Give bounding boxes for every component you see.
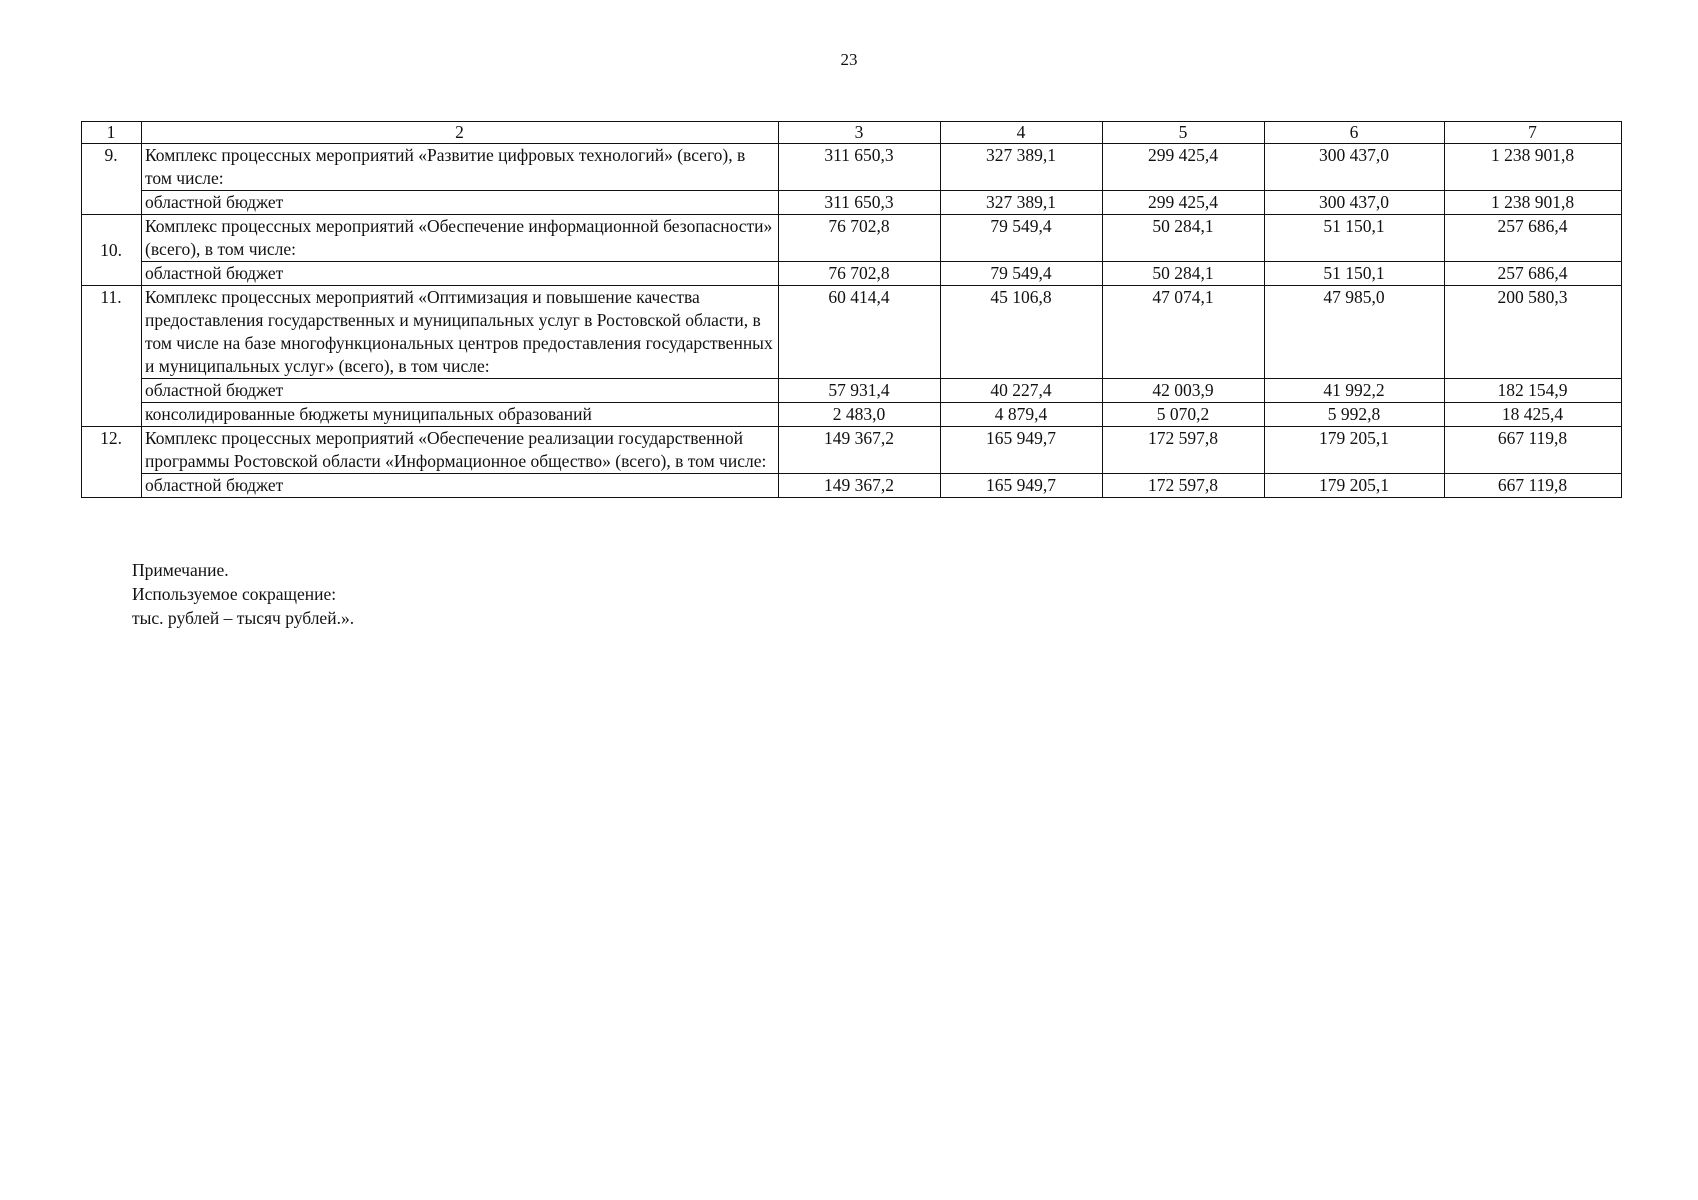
value-cell: 1 238 901,8	[1445, 191, 1622, 215]
budget-table	[81, 121, 1622, 498]
row-label: Комплекс процессных мероприятий «Обеспечение реализации государственной программы Ростовской области «Информационное общество» (всего), в том числе:	[142, 427, 779, 474]
row-label: областной бюджет	[142, 262, 779, 286]
page-number: 23	[840, 50, 858, 69]
table-row	[82, 427, 1622, 474]
row-index: 10.	[82, 215, 142, 286]
table-row	[82, 215, 1622, 262]
value-cell: 79 549,4	[941, 215, 1103, 262]
column-number-cell: 7	[1445, 122, 1622, 144]
value-cell: 667 119,8	[1445, 474, 1622, 498]
value-cell: 667 119,8	[1445, 427, 1622, 474]
value-cell: 257 686,4	[1445, 262, 1622, 286]
column-number-cell: 6	[1265, 122, 1445, 144]
row-index: 11.	[82, 286, 142, 427]
note-text: тыс. рублей – тысяч рублей.».	[132, 608, 355, 628]
column-number-cell: 2	[142, 122, 779, 144]
row-label: областной бюджет	[142, 474, 779, 498]
value-cell: 300 437,0	[1265, 144, 1445, 191]
value-cell: 47 074,1	[1103, 286, 1265, 379]
value-cell: 327 389,1	[941, 191, 1103, 215]
column-number-cell: 4	[941, 122, 1103, 144]
table-header-row	[82, 122, 1622, 144]
row-label: областной бюджет	[142, 191, 779, 215]
row-label: консолидированные бюджеты муниципальных образований	[142, 403, 779, 427]
value-cell: 57 931,4	[779, 379, 941, 403]
value-cell: 179 205,1	[1265, 474, 1445, 498]
value-cell: 311 650,3	[779, 144, 941, 191]
value-cell: 257 686,4	[1445, 215, 1622, 262]
value-cell: 165 949,7	[941, 474, 1103, 498]
value-cell: 311 650,3	[779, 191, 941, 215]
value-cell: 40 227,4	[941, 379, 1103, 403]
value-cell: 200 580,3	[1445, 286, 1622, 379]
value-cell: 4 879,4	[941, 403, 1103, 427]
value-cell: 299 425,4	[1103, 191, 1265, 215]
value-cell: 45 106,8	[941, 286, 1103, 379]
table-row	[82, 286, 1622, 379]
footnote	[132, 558, 354, 630]
table-row	[82, 403, 1622, 427]
value-cell: 50 284,1	[1103, 215, 1265, 262]
row-label: Комплекс процессных мероприятий «Оптимизация и повышение качества предоставления государственных и муниципальных услуг в Ростовской области, в том числе на базе многофункциональных центров предоставления государственных и муниципальных услуг» (всего), в том числе:	[142, 286, 779, 379]
value-cell: 172 597,8	[1103, 474, 1265, 498]
value-cell: 5 992,8	[1265, 403, 1445, 427]
value-cell: 51 150,1	[1265, 262, 1445, 286]
value-cell: 51 150,1	[1265, 215, 1445, 262]
value-cell: 76 702,8	[779, 215, 941, 262]
value-cell: 1 238 901,8	[1445, 144, 1622, 191]
value-cell: 165 949,7	[941, 427, 1103, 474]
row-label: Комплекс процессных мероприятий «Развитие цифровых технологий» (всего), в том числе:	[142, 144, 779, 191]
column-number-cell: 1	[82, 122, 142, 144]
note-title: Примечание.	[132, 560, 229, 580]
value-cell: 299 425,4	[1103, 144, 1265, 191]
column-number-cell: 5	[1103, 122, 1265, 144]
table-row	[82, 262, 1622, 286]
row-index: 9.	[82, 144, 142, 215]
value-cell: 79 549,4	[941, 262, 1103, 286]
value-cell: 300 437,0	[1265, 191, 1445, 215]
column-number-cell: 3	[779, 122, 941, 144]
value-cell: 42 003,9	[1103, 379, 1265, 403]
value-cell: 47 985,0	[1265, 286, 1445, 379]
value-cell: 327 389,1	[941, 144, 1103, 191]
value-cell: 18 425,4	[1445, 403, 1622, 427]
value-cell: 182 154,9	[1445, 379, 1622, 403]
value-cell: 60 414,4	[779, 286, 941, 379]
table-row	[82, 144, 1622, 191]
value-cell: 149 367,2	[779, 427, 941, 474]
note-subtitle: Используемое сокращение:	[132, 584, 337, 604]
table-row	[82, 474, 1622, 498]
row-label: областной бюджет	[142, 379, 779, 403]
value-cell: 172 597,8	[1103, 427, 1265, 474]
value-cell: 2 483,0	[779, 403, 941, 427]
row-label: Комплекс процессных мероприятий «Обеспечение информационной безопасности» (всего), в том числе:	[142, 215, 779, 262]
value-cell: 149 367,2	[779, 474, 941, 498]
table-row	[82, 379, 1622, 403]
row-index: 12.	[82, 427, 142, 498]
value-cell: 179 205,1	[1265, 427, 1445, 474]
value-cell: 50 284,1	[1103, 262, 1265, 286]
value-cell: 76 702,8	[779, 262, 941, 286]
value-cell: 5 070,2	[1103, 403, 1265, 427]
table-row	[82, 191, 1622, 215]
value-cell: 41 992,2	[1265, 379, 1445, 403]
